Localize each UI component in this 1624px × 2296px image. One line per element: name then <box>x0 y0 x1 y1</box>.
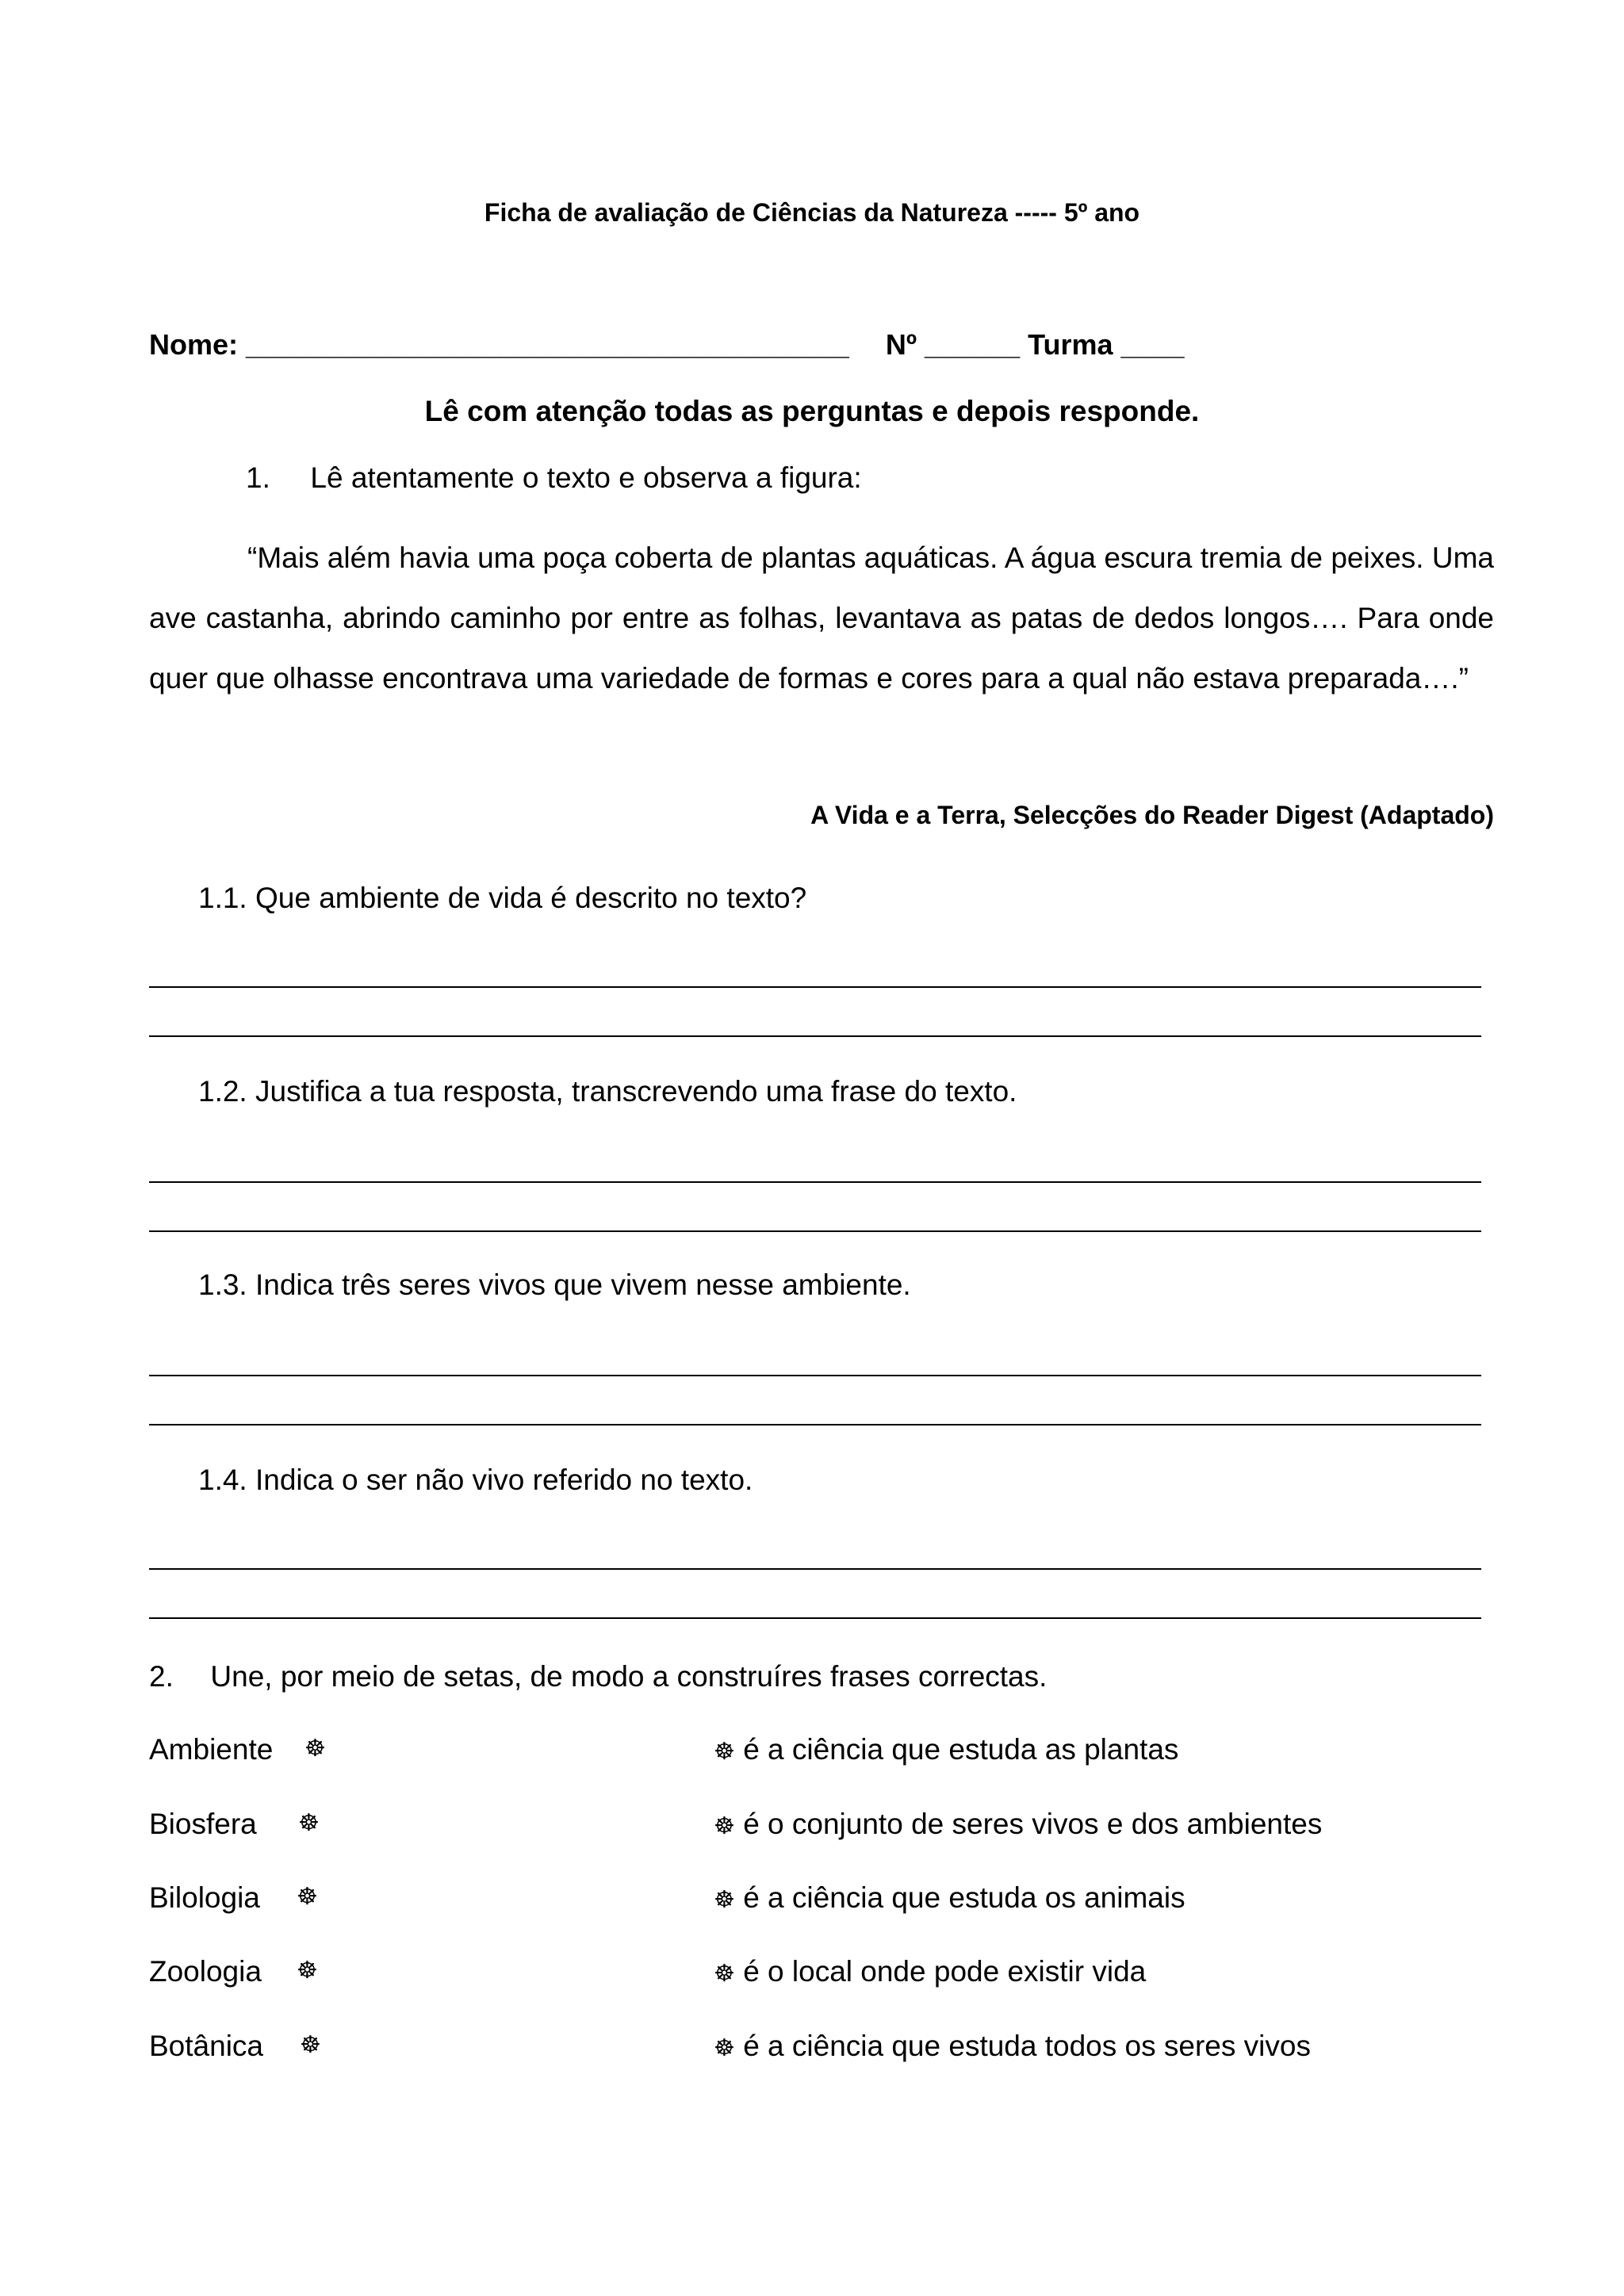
page-title: Ficha de avaliação de Ciências da Natureza ----- 5º ano <box>484 198 1140 227</box>
match-definition-label: é a ciência que estuda os animais <box>743 1881 1185 1914</box>
match-definition-label: é a ciência que estuda as plantas <box>743 1733 1179 1766</box>
question-1-text: Lê atentamente o texto e observa a figura: <box>310 461 862 494</box>
wheel-bullet-icon[interactable]: ☸ <box>714 1961 735 1987</box>
answer-line[interactable] <box>149 1568 1481 1570</box>
match-term-label: Bilologia <box>149 1881 260 1914</box>
instruction: Lê com atenção todas as perguntas e depois responde. <box>424 395 1200 427</box>
match-term <box>149 1808 320 1841</box>
match-definition <box>714 1808 1322 1841</box>
question-2-number: 2. <box>149 1660 174 1693</box>
answer-line[interactable] <box>149 986 1481 988</box>
match-term-label: Ambiente <box>149 1733 274 1766</box>
answer-line[interactable] <box>149 1230 1481 1232</box>
match-definition <box>714 1881 1185 1915</box>
subquestion-1-4: 1.4. Indica o ser não vivo referido no texto. <box>198 1464 753 1496</box>
quote-text: “Mais além havia uma poça coberta de plantas aquáticas. A água escura tremia de peixes. Uma ave castanha, abrindo caminho por entre as folhas, levantava as patas de dedos longos…. Para onde quer que olhasse encontrava uma variedade de formas e cores para a qual não estava preparada….” <box>149 541 1494 695</box>
match-term-label: Botânica <box>149 2030 263 2062</box>
match-definition-label: é o conjunto de seres vivos e dos ambientes <box>743 1808 1323 1840</box>
answer-line[interactable] <box>149 1181 1481 1183</box>
match-definition-label: é o local onde pode existir vida <box>743 1955 1147 1988</box>
match-term-label: Biosfera <box>149 1808 257 1840</box>
wheel-bullet-icon[interactable]: ☸ <box>300 2032 321 2058</box>
subquestion-1-1: 1.1. Que ambiente de vida é descrito no texto? <box>198 882 807 914</box>
wheel-bullet-icon[interactable]: ☸ <box>714 1887 735 1913</box>
match-definition <box>714 2030 1311 2063</box>
wheel-bullet-icon[interactable]: ☸ <box>714 2035 735 2061</box>
wheel-bullet-icon[interactable]: ☸ <box>714 1813 735 1839</box>
match-definition <box>714 1733 1178 1766</box>
number-class-field: Nº ______ Turma ____ <box>885 328 1185 361</box>
answer-line[interactable] <box>149 1424 1481 1425</box>
wheel-bullet-icon[interactable]: ☸ <box>714 1739 735 1765</box>
subquestion-1-3: 1.3. Indica três seres vivos que vivem nesse ambiente. <box>198 1269 911 1301</box>
answer-line[interactable] <box>149 1375 1481 1376</box>
match-definition-label: é a ciência que estuda todos os seres vivos <box>743 2030 1311 2062</box>
name-field: Nome: ______________________________________ <box>149 328 849 361</box>
question-2-text: Une, por meio de setas, de modo a construíres frases correctas. <box>210 1660 1048 1693</box>
quote-source: A Vida e a Terra, Selecções do Reader Digest (Adaptado) <box>810 801 1494 829</box>
wheel-bullet-icon[interactable]: ☸ <box>304 1735 326 1762</box>
question-2 <box>149 1660 1047 1693</box>
match-definition <box>714 1955 1146 1988</box>
student-header <box>149 328 1185 362</box>
wheel-bullet-icon[interactable]: ☸ <box>298 1810 320 1836</box>
match-term <box>149 1733 326 1766</box>
match-term <box>149 1881 318 1915</box>
match-term <box>149 2030 321 2063</box>
match-term-label: Zoologia <box>149 1955 262 1988</box>
wheel-bullet-icon[interactable]: ☸ <box>297 1884 318 1910</box>
match-term <box>149 1955 318 1988</box>
question-1 <box>246 461 862 495</box>
answer-line[interactable] <box>149 1035 1481 1037</box>
subquestion-1-2: 1.2. Justifica a tua resposta, transcrevendo uma frase do texto. <box>198 1075 1017 1108</box>
answer-line[interactable] <box>149 1617 1481 1619</box>
question-1-number: 1. <box>246 461 270 494</box>
wheel-bullet-icon[interactable]: ☸ <box>297 1957 318 1984</box>
